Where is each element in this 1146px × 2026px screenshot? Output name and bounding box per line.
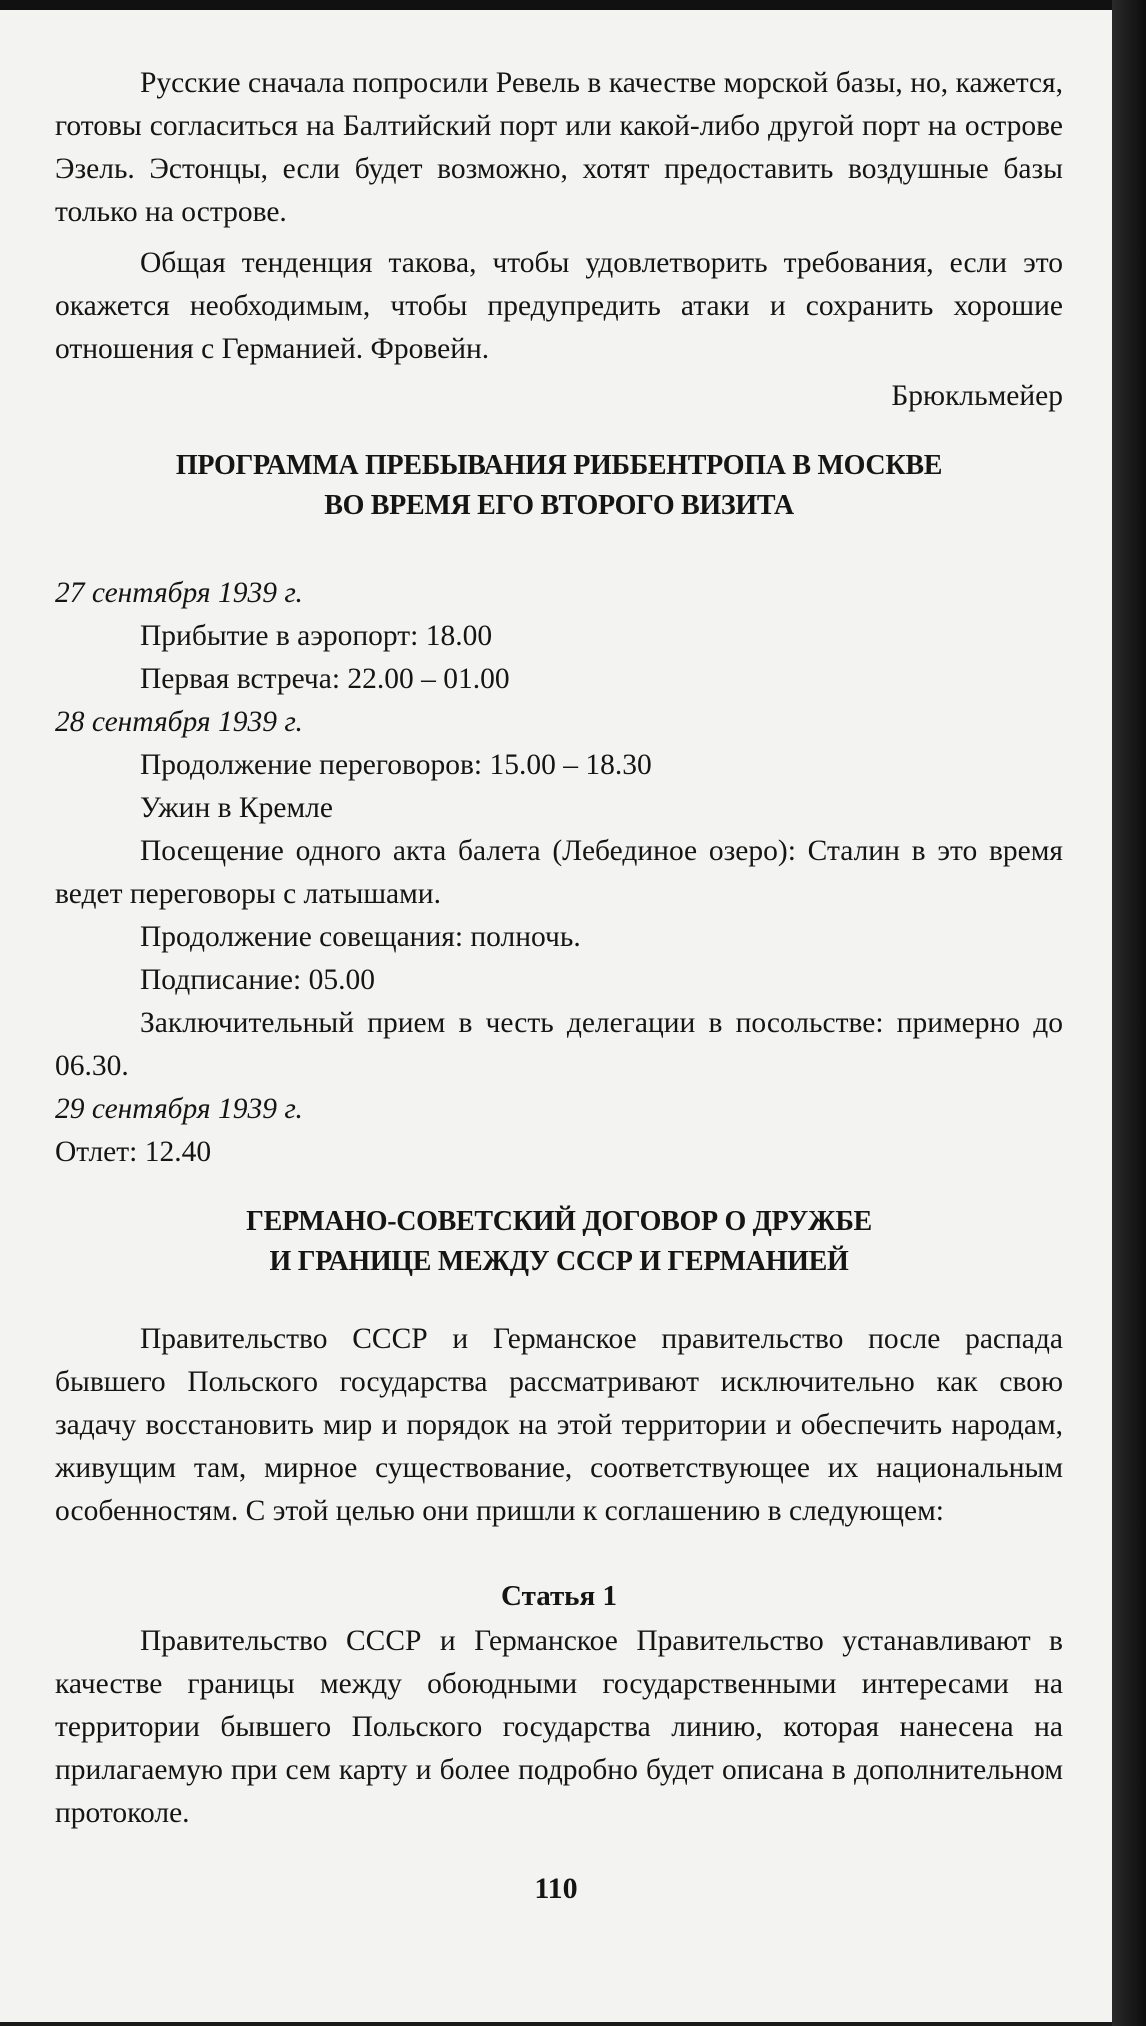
scan-right-edge [1112,0,1146,2026]
program-heading-line-1: ПРОГРАММА ПРЕБЫВАНИЯ РИББЕНТРОПА В МОСКВЕ [175,450,943,481]
page-number: 110 [534,1872,578,1905]
day2-item-1: Продолжение переговоров: 15.00 – 18.30 [140,749,652,781]
intro-paragraph-2: Общая тенденция такова, чтобы удовлетворить требования, если это окажется необходимым, чтобы предупредить атаки и сохранить хорошие отношения с Германией. Фровейн. [55,247,1063,365]
signature: Брюкльмейер [891,380,1063,412]
day1-date: 27 сентября 1939 г. [55,577,303,609]
day2-item-3: Посещение одного акта балета (Лебединое озеро): Сталин в это время ведет переговоры с латышами. [55,835,1063,910]
article-1-text: Правительство СССР и Германское Правительство устанавливают в качестве границы между обоюдными государственными интересами на территории бывшего Польского государства линию, которая нанесена на прилагаемую при сем карту и более подробно будет описана в дополнительном протоколе. [55,1625,1063,1829]
day2-item-4: Продолжение совещания: полночь. [140,921,581,953]
day1-item-2: Первая встреча: 22.00 – 01.00 [140,663,510,695]
day3-date: 29 сентября 1939 г. [55,1093,303,1125]
day1-item-1: Прибытие в аэропорт: 18.00 [140,620,493,652]
article-1-title: Статья 1 [501,1580,617,1612]
treaty-heading-line-2: И ГРАНИЦЕ МЕЖДУ СССР И ГЕРМАНИЕЙ [269,1246,849,1277]
treaty-heading-line-1: ГЕРМАНО-СОВЕТСКИЙ ДОГОВОР О ДРУЖБЕ [246,1206,872,1237]
program-heading-line-2: ВО ВРЕМЯ ЕГО ВТОРОГО ВИЗИТА [324,490,794,521]
page-content [55,62,1063,1835]
program-heading [55,446,1063,526]
day2-item-5: Подписание: 05.00 [140,964,375,996]
treaty-heading [55,1202,1063,1282]
day3-item-1: Отлет: 12.40 [55,1136,212,1168]
day2-item-2: Ужин в Кремле [140,792,333,824]
book-page [0,10,1112,2022]
intro-paragraph-1: Русские сначала попросили Ревель в качестве морской базы, но, кажется, готовы согласиться на Балтийский порт или какой-либо другой порт на острове Эзель. Эстонцы, если будет возможно, хотят предоставить воздушные базы только на острове. [55,67,1063,228]
treaty-preamble: Правительство СССР и Германское правительство после распада бывшего Польского государства рассматривают исключительно как свою задачу восстановить мир и порядок на этой территории и обеспечить народам, живущим там, мирное существование, соответствующее их национальным особенностям. С этой целью они пришли к соглашению в следующем: [55,1323,1063,1527]
day2-item-6: Заключительный прием в честь делегации в посольстве: примерно до 06.30. [55,1007,1063,1082]
day2-date: 28 сентября 1939 г. [55,706,303,738]
